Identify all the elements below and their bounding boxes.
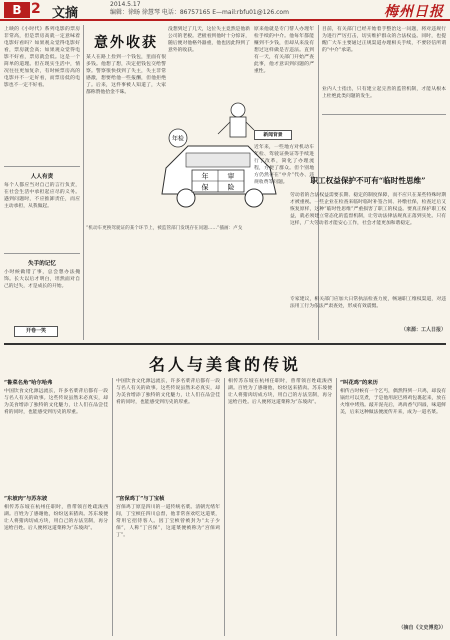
page-number: 2 xyxy=(31,1,41,17)
feature-rule-2 xyxy=(224,378,225,636)
feature-text-3: 宫保鸡丁原是四川的一道传统名菜。清朝光绪年间，丁宝桢任四川总督，他非常喜欢吃这道菜，常用它招待客人。因丁宝桢曾被封为“太子少保”，人称“丁宫保”，这道菜便被称为“宫保鸡丁”。 xyxy=(116,505,220,538)
mid-column-text: 原来他就是专门帮人办理年检手续的中介。他每年都能赚到不少钱，但却从来没有想过这样做是否违法。直到有一天，有关部门开始严查此事，他才意识到问题的严重性。 xyxy=(254,27,314,74)
label-grid xyxy=(192,170,244,192)
feature-sub-4: “叫花鸡”的来历 xyxy=(340,380,378,386)
feature-sub-2: “东坡肉”与苏东坡 xyxy=(4,496,48,502)
issue-date: 2014.5.17 xyxy=(110,1,141,8)
right-top-text: 目前，有关部门已经开始着手整治这一问题，将对违规行为进行严厉打击，切实维护群众的合法权益。同时，也提醒广大车主要通过正规渠道办理相关手续，不要轻信所谓的“中介”承诺。 xyxy=(322,27,446,53)
story-text-a: 某人在路上捡到一个钱包，里面有很多钱。他想了想，决定把钱包交给警察。警察很快找到了失主，失主非常感激，想要给他一些报酬，但他拒绝了。后来，这件事被人知道了，大家都称赞他拾金不昧。 xyxy=(86,55,166,95)
grid-cell-1: 年 xyxy=(201,172,209,181)
news-box-title: 新闻背景 xyxy=(254,130,292,140)
news-box-text: 近年来，一些地方对机动车年检、驾驶证换证等手续进行了改革，简化了办理流程，方便了群众。但个别地方仍然存在“中介”代办、违规收费等问题。 xyxy=(254,145,314,185)
note1-text: 每个人都应当对自己的言行负责，在社会生活中承担起应尽的义务。遇到问题时，不应推卸责任，而应主动承担，从我做起。 xyxy=(4,183,80,209)
feature-rule-3 xyxy=(336,378,337,636)
story-text-b: 没想到过了几天，这位失主竟然是他新公司的老板。老板看到他时十分惊讶，随后便对他格外器重，他也因此得到了意外的收获。 xyxy=(168,27,250,53)
person-figure xyxy=(218,103,254,137)
feature-top-rule xyxy=(4,343,446,345)
right-body: 劳动者的合法权益需要长期、稳定的制度保障，而不应只在某些特殊时期才被重视。一些企业在检查来临时临时补签合同、补缴社保，检查过后又恢复原样，这种“临时性思维”严重损害了职工的权益。要真正保护职工权益，就必须建立常态化的监督机制，让劳动法律法规真正落到实处。只有这样，广大劳动者才能安心工作，社会才能更加和谐稳定。 xyxy=(290,193,446,226)
feature-source: （摘自《文史博览》） xyxy=(398,625,446,631)
feature-sub-1: “鲁菜名角”哈尔哈弗 xyxy=(4,380,53,386)
note1-title: 人人有责 xyxy=(30,174,54,180)
grid-cell-3: 保 xyxy=(201,183,209,192)
editor-line: 编辑：徐旸 徐慧琴 电话：86757165 E—mail:rbfu01@126.com xyxy=(110,9,289,16)
col-rule-1 xyxy=(83,25,84,340)
feature-text-2: 相传苏东坡在杭州任职时，曾带领百姓疏浚西湖。百姓为了感谢他，纷纷送来猪肉。苏东坡便让人将猪肉切成方块，用自己的方法烹制，再分送给百姓。后人便将这道菜称为“东坡肉”。 xyxy=(4,505,108,531)
right-divider xyxy=(322,114,446,115)
page-header xyxy=(0,0,450,21)
right-source: （来源：工人日报） xyxy=(400,327,446,333)
feature-rule-1 xyxy=(112,378,113,636)
story-title: 意外收获 xyxy=(94,35,158,51)
right-headline: 职工权益保护不可有“临时性思维” xyxy=(310,176,426,185)
grid-cell-4: 险 xyxy=(227,183,235,192)
right-top-text-b: 业内人士指出，只有建立起完善的监管机制，才能从根本上杜绝此类问题的发生。 xyxy=(322,87,446,99)
left-divider-1 xyxy=(4,166,80,167)
page-label: B xyxy=(4,2,30,18)
inspection-badge xyxy=(169,129,187,147)
left-top-text: 上映的《小时代》系列电影的票房非常高，但是票房高就一定意味着电影好看吗？如果观众觉得电影好看，票房就会高；如果观众觉得电影不好看，票房就会低。这是一个简单的道理。但在现实生活中，情况往往更加复杂，有时候票房高的电影并不一定好看，而票房低的电影也不一定不好看。 xyxy=(4,27,80,88)
right-body-b: 专家建议，相关部门应加大日常执法检查力度，畅通职工维权渠道，对违法用工行为依法严肃查处，形成有效震慑。 xyxy=(290,297,446,309)
feature-text-1b: 中国饮食文化源远流长，许多名菜背后都有一段与名人有关的故事。这些传说虽然未必真实，却为美食增添了独特的文化魅力，让人们在品尝佳肴的同时，也能感受到历史的厚重。 xyxy=(116,379,220,405)
note2-title: 失手的记忆 xyxy=(28,261,56,267)
masthead-logo: 梅州日报 xyxy=(384,4,444,20)
badge-label: 年检 xyxy=(171,135,185,143)
feature-sub-3: “宫保鸡丁”与丁宝桢 xyxy=(116,496,165,502)
feature-title: 名人与美食的传说 xyxy=(148,355,301,374)
feature-text-1: 中国饮食文化源远流长，许多名菜背后都有一段与名人有关的故事。这些传说虽然未必真实，却为美食增添了独特的文化魅力，让人们在品尝佳肴的同时，也能感受到历史的厚重。 xyxy=(4,389,108,415)
illustration-caption: “机动车更换驾驶证的某个环节上，被监管部门发现存在问题……”插画：卢戈 xyxy=(86,226,243,231)
corner-label: 开卷一笑 xyxy=(14,326,58,337)
header-meta xyxy=(110,1,289,17)
note2-text: 小时候做错了事，总会想办法掩饰。长大以后才明白，坦然面对自己的过失，才是成长的开始。 xyxy=(4,270,80,289)
left-divider-2 xyxy=(4,253,80,254)
section-title: 文摘 xyxy=(52,6,79,21)
feature-text-4: 相传古时候有一个乞丐，偶然得到一只鸡，却没有锅灶可以烹煮，于是他用泥巴将鸡包裹起来，放在火堆中烤熟。敲开泥壳后，鸡肉香气四溢，味道鲜美，后来这种做法便流传开来，成为一道名菜。 xyxy=(340,389,446,415)
grid-cell-2: 审 xyxy=(227,172,235,181)
feature-text-2b: 相传苏东坡在杭州任职时，曾带领百姓疏浚西湖。百姓为了感谢他，纷纷送来猪肉。苏东坡便让人将猪肉切成方块，用自己的方法烹制，再分送给百姓。后人便将这道菜称为“东坡肉”。 xyxy=(228,379,332,405)
